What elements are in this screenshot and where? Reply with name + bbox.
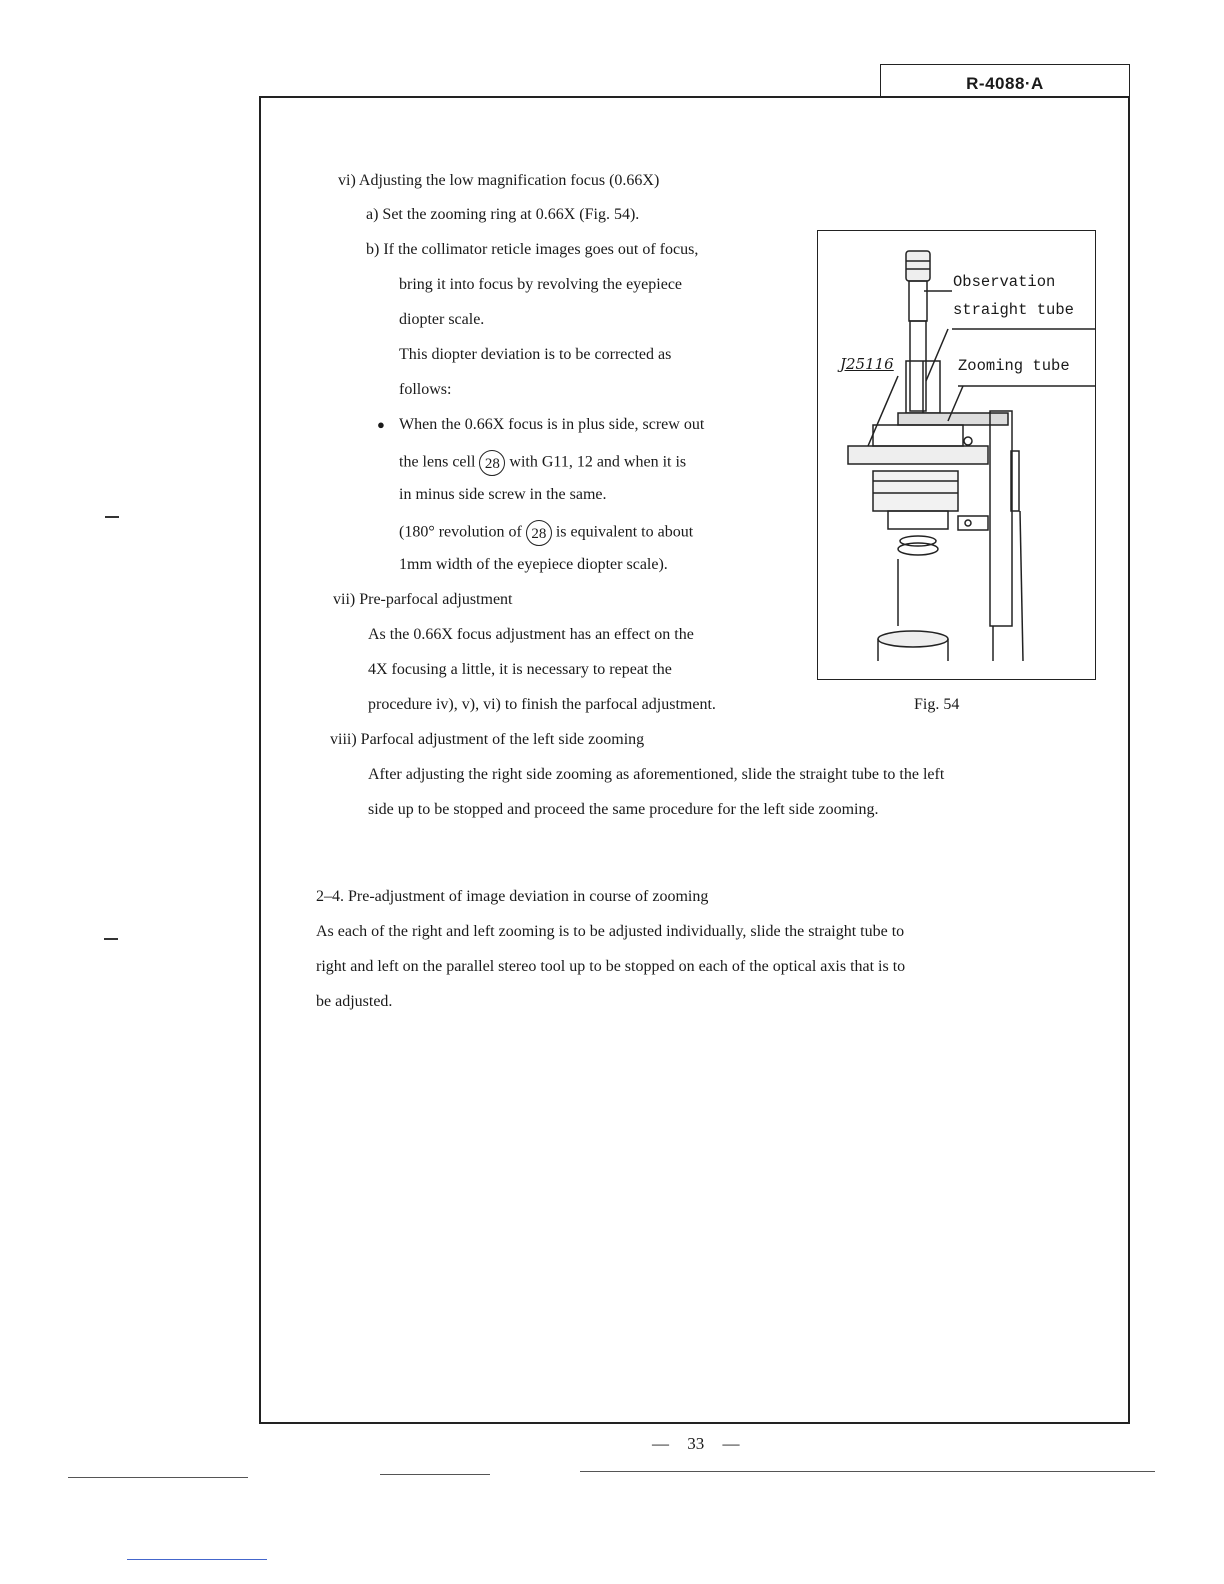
step-b-line1: b) If the collimator reticle images goes out of focus, [366,241,699,258]
bullet-line1: When the 0.66X focus is in plus side, screw out [399,416,705,433]
bullet-line2-end: with G11, 12 and when it is [509,453,687,471]
step-viii-line2: side up to be stopped and proceed the same procedure for the left side zooming. [368,801,879,818]
step-vii-line3: procedure iv), v), vi) to finish the parfocal adjustment. [368,696,716,713]
step-b-line2: bring it into focus by revolving the eyepiece [399,276,683,293]
bullet-line4 [399,520,693,546]
page-number: — 33 — [652,1434,740,1453]
bullet-line4-start: (180° revolution of [399,523,522,541]
handwritten-code: J25116 [840,355,894,373]
figure-54 [817,230,1096,680]
scan-line [127,1559,267,1560]
scan-mark [104,938,118,940]
scan-line [68,1477,248,1478]
document-number: R-4088·A [880,64,1130,98]
part-28-circle: 28 [526,520,552,546]
scan-mark [105,516,119,518]
microscope-diagram [818,231,1095,679]
step-b-line5: follows: [399,381,452,398]
step-b-line3: diopter scale. [399,311,485,328]
section-2-4-line1: As each of the right and left zooming is to be adjusted individually, slide the straight tube to [316,923,905,940]
bullet-line3: in minus side screw in the same. [399,486,607,503]
section-2-4-line2: right and left on the parallel stereo tool up to be stopped on each of the optical axis that is to [316,958,906,975]
label-zooming-tube: Zooming tube [958,357,1070,375]
step-a: a) Set the zooming ring at 0.66X (Fig. 54). [366,206,640,223]
step-vii-heading: vii) Pre-parfocal adjustment [333,591,513,608]
label-observation-line1: Observation [953,273,1056,291]
step-vii-line1: As the 0.66X focus adjustment has an effect on the [368,626,694,643]
scan-line [380,1474,490,1475]
step-vi-heading: vi) Adjusting the low magnification focus (0.66X) [338,172,660,189]
section-2-4-line3: be adjusted. [316,993,393,1010]
step-viii-heading: viii) Parfocal adjustment of the left side zooming [330,731,645,748]
bullet-line2-start: the lens cell [399,453,476,471]
figure-caption: Fig. 54 [914,696,960,713]
step-b-line4: This diopter deviation is to be corrected as [399,346,672,363]
bullet-line4-end: is equivalent to about [555,523,694,541]
section-2-4-heading: 2–4. Pre-adjustment of image deviation in course of zooming [316,888,709,905]
bullet-icon: ● [377,417,385,432]
bullet-line5: 1mm width of the eyepiece diopter scale). [399,556,668,573]
label-observation-line2: straight tube [953,301,1074,319]
part-28-circle: 28 [479,450,505,476]
bullet-line2 [399,450,686,476]
step-viii-line1: After adjusting the right side zooming as aforementioned, slide the straight tube to the left [368,766,945,783]
scan-line [580,1471,1155,1472]
step-vii-line2: 4X focusing a little, it is necessary to repeat the [368,661,672,678]
